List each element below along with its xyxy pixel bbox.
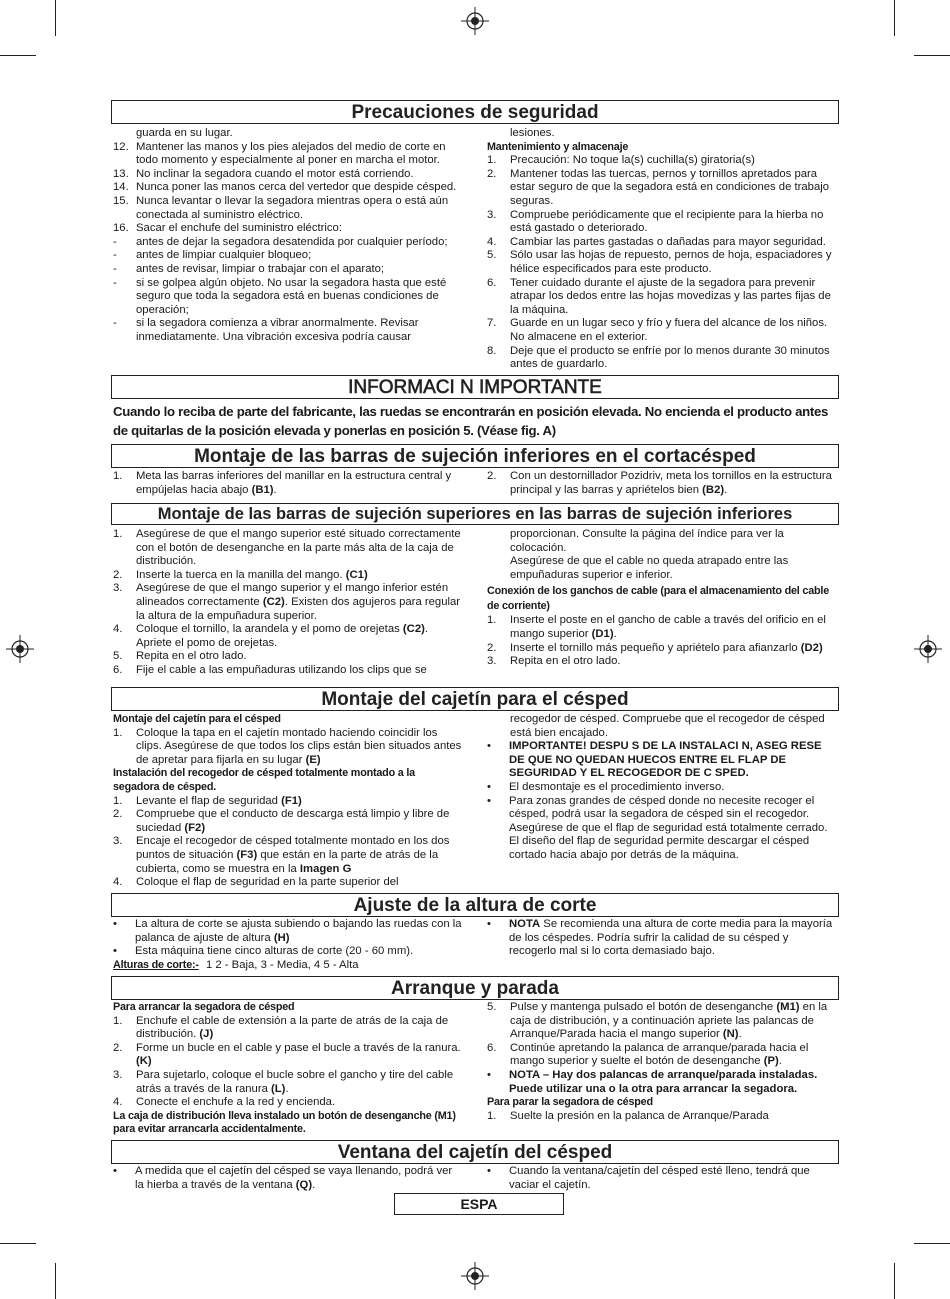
- list-item-text: [136, 181, 463, 195]
- text-run: Sólo usar las hojas de repuesto, pernos de hoja, espaciadores y hélice especificados para este producto.: [510, 249, 832, 275]
- text-run: . Apriete el pomo de orejetas.: [136, 623, 429, 649]
- text-run: Para zonas grandes de césped donde no necesite recoger el césped, podrá usar la segadora de césped sin el recogedor. Asegúrese de que el flap de seguridad está totalmente cerrado. El diseño del flap de seguridad permite descargar el césped cortado hacia abajo por detrás de la máquina.: [509, 794, 828, 861]
- safety-right-column: [487, 127, 835, 372]
- list-item: [113, 1069, 463, 1096]
- list-item-text: [136, 141, 463, 168]
- list-item-number: •: [487, 918, 491, 930]
- list-item: [487, 740, 835, 781]
- text-run: .: [738, 1028, 742, 1041]
- figure-reference: NOTA – Hay dos palancas de arranque/parada instaladas. Puede utilizar una o la otra para arrancar la segadora.: [509, 1068, 818, 1095]
- list-item-number: 5.: [487, 1001, 497, 1013]
- list-item: [113, 582, 463, 623]
- text-run: Repita en el otro lado.: [510, 655, 621, 668]
- start-list: [113, 1015, 463, 1110]
- text-run: Nunca levantar o llevar la segadora mientras opera o está aún conectada al suministro eléctrico.: [136, 194, 449, 221]
- list-item-text: [131, 945, 463, 959]
- list-item: [487, 345, 835, 372]
- list-item: [113, 127, 463, 141]
- list-item-number: 1.: [487, 614, 497, 627]
- text-run: en la caja de distribución, y a continuación apriete las palancas de Arranque/Parada hacia el mango superior: [510, 1001, 828, 1041]
- list-item-number: •: [113, 918, 117, 930]
- section-title-window: Ventana del cajetín del césped: [111, 1140, 839, 1164]
- list-item-text: [136, 664, 463, 678]
- list-item: [487, 470, 835, 497]
- text-run: Tener cuidado durante el ajuste de la segadora para prevenir atrapar los dedos entre las hojas movedizas y las partes fijas de la máquina.: [510, 276, 831, 316]
- figure-reference: (H): [273, 931, 290, 944]
- section-title-upper-bars: Montaje de las barras de sujeción superiores en las barras de sujeción inferiores: [111, 503, 839, 525]
- text-run: Pulse y mantenga pulsado el botón de desenganche: [510, 1001, 774, 1013]
- list-item-number: 1.: [487, 1109, 497, 1122]
- list-item: [113, 222, 463, 236]
- list-item-number: 3.: [487, 208, 497, 221]
- text-run: Asegúrese de que el mango superior esté situado correctamente con el botón de desenganche en la parte más alta de la caja de distribución.: [136, 528, 461, 568]
- list-item-text: [136, 317, 463, 344]
- list-item: [487, 642, 835, 656]
- upper-bars-right: [487, 528, 835, 669]
- text-run: Levante el flap de seguridad: [136, 794, 278, 807]
- text-run: Inserte el tornillo más pequeño y apriételo para afianzarlo: [510, 641, 798, 654]
- list-item-number: 2.: [113, 1041, 123, 1054]
- list-item-text: [136, 222, 463, 236]
- text-run: .: [285, 1082, 289, 1095]
- subheading-stop: Para parar la segadora de césped: [487, 1096, 653, 1109]
- list-item: [487, 249, 835, 276]
- text-run: Para sujetarlo, coloque el bucle sobre el gancho y tire del cable atrás a través de la ranura: [136, 1068, 454, 1095]
- list-item: [113, 249, 463, 263]
- subheading-box-install: Instalación del recogedor de césped totalmente montado a la segadora de césped.: [113, 767, 415, 793]
- subheading-start: Para arrancar la segadora de césped: [113, 1001, 295, 1013]
- section-title-start-stop: Arranque y parada: [111, 976, 839, 1000]
- list-item: [113, 650, 463, 664]
- text-run: Cambiar las partes gastadas o dañadas para mayor seguridad.: [510, 235, 826, 248]
- registration-mark-top: [461, 7, 489, 35]
- window-right: [487, 1165, 835, 1192]
- figure-reference: (F3): [236, 848, 258, 861]
- figure-reference: NOTA: [509, 918, 541, 930]
- lower-bars-left: [113, 470, 463, 497]
- text-run: Compruebe que el conducto de descarga está limpio y libre de suciedad: [136, 808, 450, 834]
- list-item: [487, 209, 835, 236]
- list-item-text: [136, 1096, 463, 1110]
- text-run: . Existen dos agujeros para regular la altura de la empuñadura superior.: [136, 595, 461, 622]
- list-item-number: 4.: [113, 876, 123, 889]
- list-item-text: [136, 795, 463, 809]
- figure-reference: (F2): [184, 821, 206, 834]
- list-item: [113, 1096, 463, 1110]
- list-item-number: 4.: [487, 235, 497, 248]
- list-item: [113, 1042, 463, 1069]
- crop-mark: [0, 55, 36, 56]
- text-run: El desmontaje es el procedimiento inverso.: [509, 780, 725, 793]
- list-item-text: [136, 1015, 463, 1042]
- release-button-note: La caja de distribución lleva instalado un botón de desenganche (M1) para evitar arrancarla accidentalmente.: [113, 1109, 456, 1136]
- list-item-number: •: [113, 945, 117, 958]
- list-item: [113, 918, 463, 945]
- list-item-number: 1.: [113, 1014, 123, 1027]
- list-item-number: •: [113, 1165, 117, 1177]
- figure-reference: Imagen G: [299, 862, 352, 875]
- text-run: A medida que el cajetín del césped se vaya llenando, podrá ver la hierba a través de la ventana: [135, 1165, 453, 1191]
- list-item-number: 1.: [113, 528, 123, 540]
- list-item-number: 5.: [487, 249, 497, 262]
- text-run: .: [312, 1178, 316, 1191]
- list-item-text: [510, 209, 835, 236]
- figure-reference: (E): [305, 753, 321, 766]
- grass-box-left: [113, 713, 463, 890]
- list-item: [487, 781, 835, 795]
- text-run: Fije el cable a las empuñaduras utilizando los clips que se: [136, 663, 427, 676]
- list-item-number: 7.: [487, 317, 497, 330]
- figure-reference: (C1): [345, 568, 368, 581]
- list-item-text: [510, 317, 835, 344]
- text-run: guarda en su lugar.: [136, 127, 233, 139]
- text-run: antes de revisar, limpiar o trabajar con el aparato;: [136, 262, 385, 275]
- list-item: [113, 317, 463, 344]
- text-run: .: [273, 483, 277, 496]
- list-item: [113, 141, 463, 168]
- text-run: Esta máquina tiene cinco alturas de corte (20 - 60 mm).: [135, 945, 414, 958]
- list-item: [487, 1001, 835, 1042]
- list-item: [487, 614, 835, 641]
- section-title-grass-box: Montaje del cajetín para el césped: [111, 687, 839, 711]
- upper-bars-left: [113, 528, 463, 678]
- list-item-number: [113, 127, 136, 141]
- text-run: Con un destornillador Pozidriv, meta los tornillos en la estructura principal y las barras y apriételos bien: [510, 470, 832, 496]
- section-title-important: INFORMACI N IMPORTANTE: [111, 375, 839, 399]
- list-item-text: [510, 154, 835, 168]
- figure-reference: (F1): [281, 794, 302, 807]
- figure-reference: (B1): [251, 483, 274, 496]
- text-run: Sacar el enchufe del suministro eléctrico:: [136, 222, 342, 235]
- list-item: [113, 195, 463, 222]
- text-run: Precaución: No toque la(s) cuchilla(s) giratoria(s): [510, 154, 755, 167]
- list-item-number: 3.: [113, 582, 123, 595]
- list-item-number: 5.: [113, 650, 123, 663]
- figure-reference: (Q): [295, 1178, 313, 1191]
- crop-mark: [55, 1263, 56, 1299]
- text-run: Inserte el poste en el gancho de cable a través del orificio en el mango superior: [510, 614, 826, 640]
- list-item-text: [136, 236, 463, 250]
- crop-mark: [55, 0, 56, 36]
- text-run: Guarde en un lugar seco y frío y fuera del alcance de los niños. No almacene en el exterior.: [510, 317, 828, 343]
- list-item-number: 2.: [113, 808, 123, 821]
- figure-reference: (B2): [702, 483, 725, 496]
- stop-list: [487, 1110, 835, 1124]
- list-item: [113, 876, 463, 890]
- text-run: Mantener todas las tuercas, pernos y tornillos apretados para estar seguro de que la segadora está en condiciones de trabajo seguras.: [510, 167, 830, 207]
- list-item-text: [136, 528, 463, 569]
- subheading-maintenance: Mantenimiento y almacenaje: [487, 140, 629, 153]
- list-item: [113, 808, 463, 835]
- list-item: [113, 263, 463, 277]
- list-item: [487, 236, 835, 250]
- list-item-number: 14.: [113, 181, 129, 194]
- list-item: [487, 1042, 835, 1069]
- important-notice: Cuando lo reciba de parte del fabricante, las ruedas se encontrarán en posición elevada. No encienda el producto antes de quitarlas de la posición elevada y ponerlas en posición 5. (Véase fig. A): [113, 404, 829, 438]
- crop-mark: [894, 1263, 895, 1299]
- crop-mark: [914, 55, 950, 56]
- continued-text: proporcionan. Consulte la página del índice para ver la colocación.: [510, 528, 784, 554]
- list-item-number: •: [487, 1068, 491, 1081]
- list-item-number: 2.: [113, 568, 123, 581]
- list-item-number: 1.: [113, 794, 123, 807]
- list-item-number: •: [487, 740, 491, 753]
- list-item-number: 1.: [113, 470, 123, 482]
- list-item: [113, 835, 463, 876]
- text-run: Inserte la tuerca en la manilla del mango.: [136, 568, 343, 581]
- text-run: antes de limpiar cualquier bloqueo;: [136, 249, 312, 262]
- section-title-cutting-height: Ajuste de la altura de corte: [111, 893, 839, 917]
- list-item-number: 3.: [487, 655, 497, 668]
- section-title-safety: Precauciones de seguridad: [111, 100, 839, 124]
- list-item: [113, 470, 463, 497]
- figure-reference: IMPORTANTE! DESPU S DE LA INSTALACI N, ASEG RESE DE QUE NO QUEDAN HUECOS ENTRE EL FLAP DE SEGURIDAD Y EL RECOGEDOR DE C SPED.: [509, 740, 822, 780]
- list-item-text: [136, 569, 463, 583]
- text-run: Mantener las manos y los pies alejados del medio de corte en todo momento y especialmente al poner en marcha el motor.: [136, 140, 446, 167]
- figure-reference: (J): [199, 1028, 214, 1041]
- list-item: [487, 277, 835, 318]
- figure-reference: (C2): [402, 623, 425, 636]
- list-item-number: -: [113, 317, 117, 330]
- text-run: .: [613, 627, 617, 640]
- list-item-text: [136, 650, 463, 664]
- subheading-cable-hooks: Conexión de los ganchos de cable (para el almacenamiento del cable de corriente): [487, 585, 830, 613]
- text-run: Coloque el flap de seguridad en la parte superior del: [136, 876, 399, 889]
- text-run: Coloque el tornillo, la arandela y el pomo de orejetas: [136, 623, 400, 636]
- list-item-text: [136, 277, 463, 318]
- text-run: si se golpea algún objeto. No usar la segadora hasta que esté seguro que toda la segadora está en buenas condiciones de operación;: [136, 276, 447, 316]
- list-item-text: [131, 1165, 463, 1192]
- safety-left-column: [113, 127, 463, 345]
- list-item-text: [510, 345, 835, 372]
- list-item: [113, 277, 463, 318]
- list-item-text: [136, 127, 463, 141]
- list-item-text: [136, 582, 463, 623]
- list-item-text: [131, 918, 463, 945]
- box-install-list: [113, 795, 463, 890]
- figure-reference: (P): [763, 1055, 779, 1068]
- list-item-text: [505, 795, 835, 863]
- text-run: si la segadora comienza a vibrar anormalmente. Revisar inmediatamente. Una vibración excesiva podría causar: [136, 317, 419, 343]
- list-item: [487, 1165, 835, 1192]
- start-stop-right: [487, 1001, 835, 1123]
- list-item-text: [505, 781, 835, 795]
- list-item-number: 2.: [487, 641, 497, 654]
- list-item: [113, 528, 463, 569]
- list-item-text: [510, 236, 835, 250]
- continued-text: Asegúrese de que el cable no queda atrapado entre las empuñaduras superior e inferior.: [510, 555, 789, 581]
- text-run: que están en la parte de atrás de la cubierta, como se muestra en la: [136, 848, 439, 875]
- list-item-number: 4.: [113, 1096, 123, 1109]
- list-item-text: [136, 808, 463, 835]
- list-item: [113, 664, 463, 678]
- window-left: [113, 1165, 463, 1192]
- list-item-text: [136, 168, 463, 182]
- list-item-text: [510, 1001, 835, 1042]
- list-item-text: [505, 740, 835, 781]
- figure-reference: (N): [722, 1028, 739, 1041]
- list-item-text: [136, 727, 463, 768]
- list-item: [487, 168, 835, 209]
- text-run: Continúe apretando la palanca de arranque/parada hacia el mango superior y suelte el botón de desenganche: [510, 1041, 809, 1068]
- list-item-text: [510, 168, 835, 209]
- list-item: [113, 1015, 463, 1042]
- list-item-text: [510, 614, 835, 641]
- list-item: [113, 623, 463, 650]
- list-item-number: 15.: [113, 194, 129, 207]
- list-item-number: 2.: [487, 470, 497, 482]
- text-run: Meta las barras inferiores del manillar en la estructura central y empújelas hacia abajo: [136, 470, 452, 496]
- section-title-lower-bars: Montaje de las barras de sujeción inferiores en el cortacésped: [111, 444, 839, 468]
- crop-mark: [894, 0, 895, 36]
- list-item: [113, 181, 463, 195]
- text-run: Forme un bucle en el cable y pase el bucle a través de la ranura.: [136, 1041, 461, 1054]
- grass-box-notes: [487, 740, 835, 862]
- list-item-text: [510, 470, 835, 497]
- list-item: [113, 1165, 463, 1192]
- list-item-text: [136, 1069, 463, 1096]
- text-run: Nunca poner las manos cerca del vertedor que despide césped.: [136, 181, 457, 194]
- text-run: Enchufe el cable de extensión a la parte de atrás de la caja de distribución.: [136, 1014, 449, 1041]
- figure-reference: (K): [136, 1055, 152, 1068]
- list-item: [113, 727, 463, 768]
- list-item-text: [136, 249, 463, 263]
- registration-mark-bottom: [461, 1262, 489, 1290]
- heights-row: [113, 959, 463, 973]
- list-item: [487, 1110, 835, 1124]
- registration-mark-right: [914, 635, 942, 663]
- crop-mark: [914, 1243, 950, 1244]
- list-item-text: [136, 623, 463, 650]
- list-item-number: •: [487, 794, 491, 807]
- list-item-text: [136, 1042, 463, 1069]
- list-item-text: [510, 655, 835, 669]
- list-item-number: 2.: [487, 167, 497, 180]
- list-item-number: -: [113, 262, 117, 275]
- continued-text: recogedor de césped. Compruebe que el recogedor de césped está bien encajado.: [510, 713, 825, 739]
- list-item-number: 16.: [113, 222, 129, 235]
- text-run: Coloque la tapa en el cajetín montado haciendo coincidir los clips. Asegúrese de que todos los clips están bien situados antes de apretar para fijarla en su lugar: [136, 726, 462, 766]
- figure-reference: (M1): [776, 1001, 800, 1013]
- cutting-height-left: [113, 918, 463, 972]
- list-item-number: -: [113, 276, 117, 289]
- list-item-text: [505, 918, 835, 959]
- heights-label: Alturas de corte:-: [113, 958, 199, 971]
- text-run: La altura de corte se ajusta subiendo o bajando las ruedas con la palanca de ajuste de altura: [135, 918, 462, 944]
- list-item: [487, 795, 835, 863]
- list-item-number: 3.: [113, 1068, 123, 1081]
- start-list-continued: [487, 1001, 835, 1096]
- text-run: Deje que el producto se enfríe por lo menos durante 30 minutos antes de guardarlo.: [510, 344, 830, 371]
- cutting-height-list: [113, 918, 463, 959]
- list-item-number: 4.: [113, 623, 123, 636]
- text-run: Asegúrese de que el mango superior y el mango inferior estén alineados correctamente: [136, 582, 449, 608]
- list-item-number: 3.: [113, 835, 123, 848]
- box-assembly-list: [113, 727, 463, 768]
- start-stop-left: [113, 1001, 463, 1137]
- text-run: Conecte el enchufe a la red y enciendа.: [136, 1096, 336, 1109]
- list-item-text: [136, 876, 463, 890]
- list-item: [487, 655, 835, 669]
- heights-values: 1 2 - Baja, 3 - Media, 4 5 - Alta: [205, 958, 359, 971]
- list-item-text: [510, 1042, 835, 1069]
- text-run: Suelte la presión en la palanca de Arranque/Parada: [510, 1109, 769, 1122]
- list-item-number: 12.: [113, 140, 129, 153]
- text-run: .: [778, 1055, 782, 1068]
- list-item-number: 1.: [113, 726, 123, 739]
- cutting-height-right: [487, 918, 835, 959]
- list-item-number: •: [487, 1165, 491, 1177]
- list-item-number: 6.: [487, 276, 497, 289]
- list-item-text: [510, 642, 835, 656]
- list-item-text: [136, 470, 463, 497]
- list-item: [487, 1069, 835, 1096]
- list-item-text: [510, 277, 835, 318]
- figure-reference: (L): [271, 1082, 286, 1095]
- text-run: .: [724, 483, 728, 496]
- text-run: Cuando la ventana/cajetín del césped esté lleno, tendrá que vaciar el cajetín.: [509, 1165, 810, 1191]
- text-run: Se recomienda una altura de corte media para la mayoría de los céspedes. Podría sufrir la calidad de su césped y recogerlo mal si lo corta demasiado bajo.: [509, 918, 833, 958]
- list-item-number: -: [113, 249, 117, 262]
- list-item-number: 6.: [113, 663, 123, 676]
- grass-box-right: [487, 713, 835, 863]
- list-item-number: 1.: [487, 154, 497, 167]
- list-item: [487, 154, 835, 168]
- list-item-text: [510, 1110, 835, 1124]
- text-run: Encaje el recogedor de césped totalmente montado en los dos puntos de situación: [136, 835, 450, 861]
- list-item-text: [505, 1069, 835, 1096]
- list-item-text: [510, 249, 835, 276]
- list-item-number: 8.: [487, 344, 497, 357]
- figure-reference: (D2): [800, 641, 823, 654]
- list-item: [113, 168, 463, 182]
- list-item-number: 6.: [487, 1041, 497, 1054]
- list-item: [113, 795, 463, 809]
- figure-reference: (D1): [591, 627, 614, 640]
- list-item: [113, 569, 463, 583]
- text-run: antes de dejar la segadora desatendida por cualquier período;: [136, 235, 448, 248]
- subheading-box-assembly: Montaje del cajetín para el césped: [113, 713, 281, 725]
- list-item-text: [136, 195, 463, 222]
- list-item: [487, 918, 835, 959]
- lower-bars-right: [487, 470, 835, 497]
- text-run: Compruebe periódicamente que el recipiente para la hierba no está gastado o deteriorado.: [510, 208, 824, 235]
- list-item-text: [136, 835, 463, 876]
- list-item-text: [505, 1165, 835, 1192]
- cable-hooks-list: [487, 614, 835, 668]
- list-item: [113, 236, 463, 250]
- crop-mark: [0, 1243, 36, 1244]
- continued-text: lesiones.: [510, 127, 555, 139]
- list-item-number: 13.: [113, 167, 129, 180]
- list-item: [113, 945, 463, 959]
- text-run: No inclinar la segadora cuando el motor está corriendo.: [136, 167, 414, 180]
- language-tab: ESPA: [394, 1193, 564, 1215]
- list-item: [487, 317, 835, 344]
- list-item-text: [136, 263, 463, 277]
- figure-reference: (C2): [262, 595, 285, 608]
- list-item-number: -: [113, 235, 117, 248]
- list-item-number: •: [487, 780, 491, 793]
- text-run: Repita en el otro lado.: [136, 650, 247, 663]
- registration-mark-left: [6, 635, 34, 663]
- maintenance-list: [487, 154, 835, 372]
